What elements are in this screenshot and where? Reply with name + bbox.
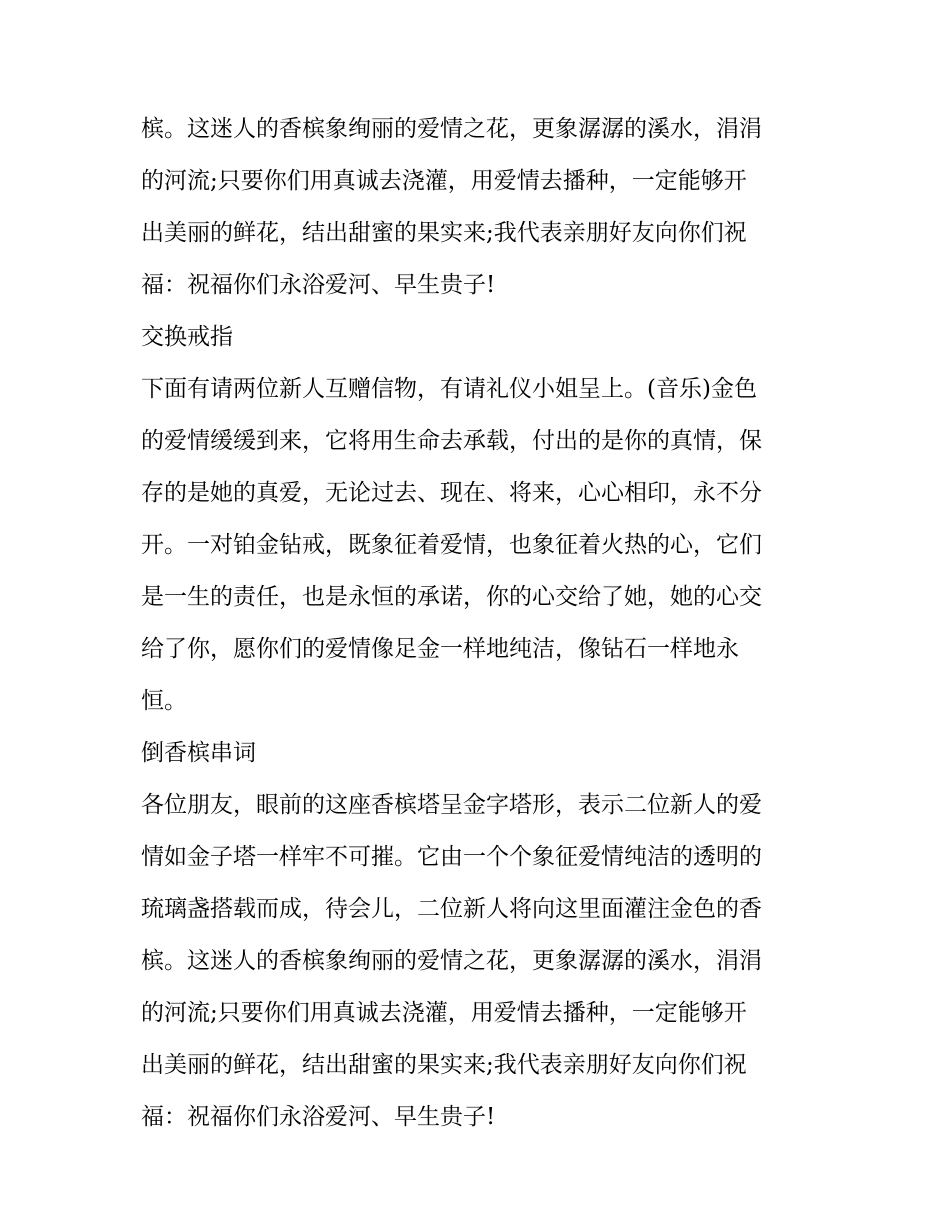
text-line: 恒。 [141, 688, 187, 714]
text-line: 的爱情缓缓到来，它将用生命去承载，付出的是你的真情，保 [141, 428, 762, 454]
text-line: 是一生的责任，也是永恒的承诺，你的心交给了她，她的心交 [141, 584, 762, 610]
section-heading-champagne: 倒香槟串词 [141, 740, 256, 766]
text-line: 出美丽的鲜花，结出甜蜜的果实来;我代表亲朋好友向你们祝 [141, 1052, 747, 1078]
text-line: 下面有请两位新人互赠信物，有请礼仪小姐呈上。(音乐)金色 [141, 376, 757, 402]
text-line: 琉璃盏搭载而成，待会儿，二位新人将向这里面灌注金色的香 [141, 896, 762, 922]
section-heading-exchange-rings: 交换戒指 [141, 324, 233, 350]
text-line: 存的是她的真爱，无论过去、现在、将来，心心相印，永不分 [141, 480, 762, 506]
text-line: 的河流;只要你们用真诚去浇灌，用爱情去播种，一定能够开 [141, 168, 747, 194]
text-line: 福：祝福你们永浴爱河、早生贵子! [141, 1104, 496, 1130]
text-line: 情如金子塔一样牢不可摧。它由一个个象征爱情纯洁的透明的 [141, 844, 762, 870]
text-line: 的河流;只要你们用真诚去浇灌，用爱情去播种，一定能够开 [141, 1000, 747, 1026]
text-line: 福：祝福你们永浴爱河、早生贵子! [141, 272, 496, 298]
text-line: 槟。这迷人的香槟象绚丽的爱情之花，更象潺潺的溪水，涓涓 [141, 948, 762, 974]
text-line: 出美丽的鲜花，结出甜蜜的果实来;我代表亲朋好友向你们祝 [141, 220, 747, 246]
text-line: 给了你，愿你们的爱情像足金一样地纯洁，像钻石一样地永 [141, 636, 739, 662]
text-line: 槟。这迷人的香槟象绚丽的爱情之花，更象潺潺的溪水，涓涓 [141, 116, 762, 142]
text-line: 开。一对铂金钻戒，既象征着爱情，也象征着火热的心，它们 [141, 532, 762, 558]
text-line: 各位朋友，眼前的这座香槟塔呈金字塔形，表示二位新人的爱 [141, 792, 762, 818]
